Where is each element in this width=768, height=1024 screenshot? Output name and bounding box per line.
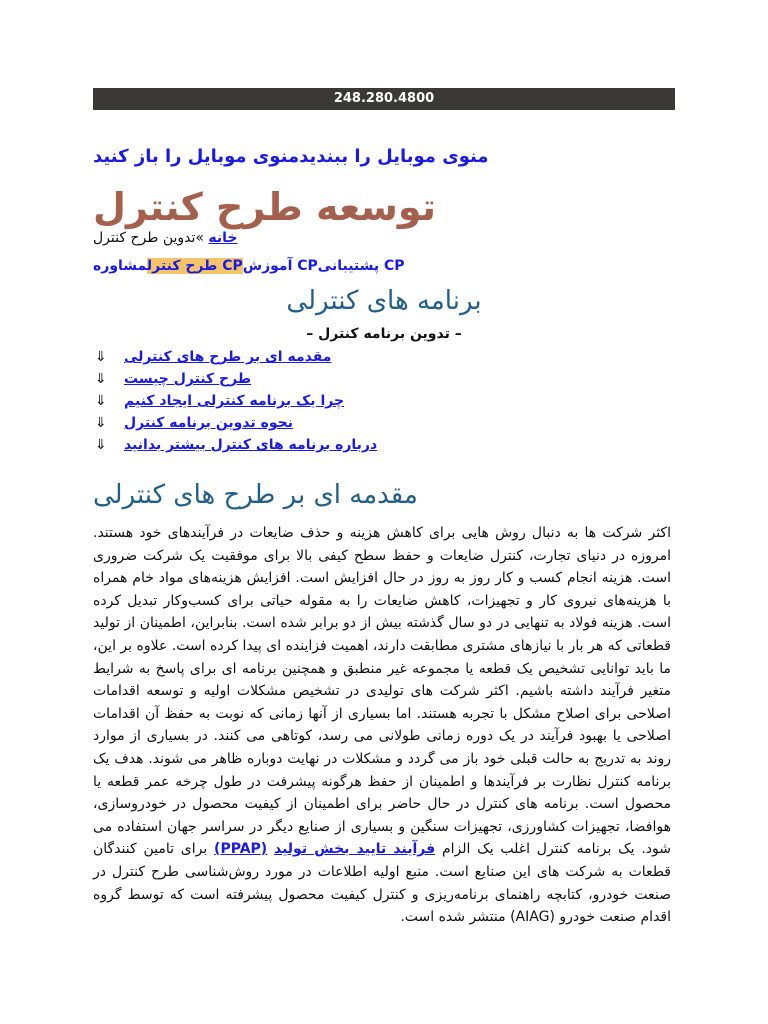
intro-text-part-2: برای تامین کنندگان قطعات به شرکت های این صنایع است. منبع اولیه اطلاعات در مورد روش‌شناسی طرح کنترل در صنعت خودرو، کتابچه راهنمای برنامه‌ریزی و کنترل کیفیت محصول پیشرفته است که توسط گروه اقدام صنعت خودرو (AIAG) منتشر شده است. xyxy=(93,841,671,926)
toc-item xyxy=(93,347,493,369)
toc-item xyxy=(93,435,493,457)
nav-item-control-plan[interactable]: CP طرح کنترل xyxy=(146,258,243,274)
site-title[interactable]: توسعه طرح کنترل xyxy=(93,185,436,229)
breadcrumb-current: تدوین طرح کنترل xyxy=(93,230,196,246)
mobile-menu-open-button[interactable]: منوی موبایل را باز کنید xyxy=(93,146,300,167)
arrow-down-icon: ⇓ xyxy=(95,393,107,409)
arrow-down-icon: ⇓ xyxy=(95,437,107,453)
toc-link-learn-more[interactable]: درباره برنامه های کنترل بیشتر بدانید xyxy=(124,437,378,453)
intro-paragraph xyxy=(93,522,671,929)
toc-item xyxy=(93,391,493,413)
arrow-down-icon: ⇓ xyxy=(95,371,107,387)
toc-item xyxy=(93,369,493,391)
toc-item xyxy=(93,413,493,435)
ppap-link[interactable]: فرآیند تایید بخش تولید xyxy=(274,841,436,858)
nav-item-support[interactable]: CP پشتیبانی xyxy=(317,258,405,274)
table-of-contents xyxy=(93,347,493,457)
mobile-menu-toggle xyxy=(93,146,675,172)
nav-item-training[interactable]: CP آموزش xyxy=(242,258,318,274)
phone-bar xyxy=(93,88,675,110)
breadcrumb-home-link[interactable]: خانه xyxy=(208,230,238,246)
breadcrumb xyxy=(93,230,675,250)
breadcrumb-separator: » xyxy=(195,230,204,246)
toc-link-what-is[interactable]: طرح کنترل چیست xyxy=(124,371,252,387)
phone-number[interactable]: 248.280.4800 xyxy=(333,91,435,106)
ppap-abbr-link[interactable]: (PPAP) xyxy=(214,841,268,858)
arrow-down-icon: ⇓ xyxy=(95,415,107,431)
toc-link-how[interactable]: نحوه تدوین برنامه کنترل xyxy=(124,415,293,431)
intro-text-part-1: اکثر شرکت ها به دنبال روش هایی برای کاهش هزینه و حذف ضایعات در فرآیندهای خود هستند. امروزه در دنیای تجارت، کنترل ضایعات و حفظ سطح کیفی بالا برای موفقیت یک شرکت ضروری است. هزینه انجام کسب و کار روز به روز در حال افزایش است. افزایش هزینه‌های مواد خام همراه با هزینه‌های نیروی کار و تجهیزات، کاهش ضایعات را به مقوله حیاتی برای کسب‌وکار تبدیل کرده است. هزینه فولاد به تنهایی در دو سال گذشته بیش از دو برابر شده است. بنابراین، اطمینان از تولید قطعاتی که هر بار با نیازهای مشتری مطابقت دارند، اهمیت فزاینده ای پیدا کرده است. علاوه بر این، ما باید توانایی تشخیص یک قطعه یا مجموعه غیر منطبق و همچنین برنامه ای برای پاسخ به شرایط متغیر فرآیند داشته باشیم. اکثر شرکت های تولیدی در تشخیص مشکلات اولیه و توسعه اقدامات اصلاحی برای اصلاح مشکل با تجربه هستند. اما بسیاری از آنها زمانی که نوبت به حفظ آن اقدامات اصلاحی یا بهبود فرآیند در یک دوره زمانی طولانی می رسد، کوتاهی می کنند. در بسیاری از موارد روند به تدریج به حالت قبلی خود باز می گردد و مشکلات در نهایت دوباره ظاهر می شوند. هدف یک برنامه کنترل نظارت بر فرآیندها و اطمینان از حفظ هرگونه پیشرفت در طول چرخه عمر قطعه یا محصول است. برنامه های کنترل در حال حاضر برای اطمینان از کیفیت محصول در خودروسازی، هوافضا، تجهیزات کشاورزی، تجهیزات سنگین و بسیاری از صنایع دیگر در سراسر جهان استفاده می شود. یک برنامه کنترل اغلب یک الزام xyxy=(93,525,671,858)
programs-subtitle: – تدوین برنامه کنترل – xyxy=(306,326,462,342)
nav-item-consulting[interactable]: مشاوره xyxy=(93,258,147,274)
toc-link-intro[interactable]: مقدمه ای بر طرح های کنترلی xyxy=(124,349,332,365)
intro-heading: مقدمه ای بر طرح های کنترلی xyxy=(93,480,418,510)
programs-heading: برنامه های کنترلی xyxy=(286,286,482,316)
main-nav xyxy=(93,258,675,280)
mobile-menu-close-button[interactable]: منوی موبایل را ببندید xyxy=(299,146,489,167)
arrow-down-icon: ⇓ xyxy=(95,349,107,365)
toc-link-why[interactable]: چرا یک برنامه کنترلی ایجاد کنیم xyxy=(124,393,345,409)
